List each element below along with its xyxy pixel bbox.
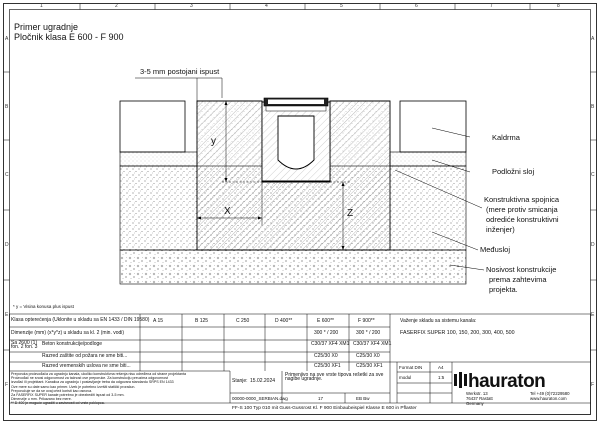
channel-profile [278,116,314,169]
note-1: Preporuka proizvođača za ugradnju kanala, ukoliko konstruktivna rešenja nisu određena od strane projektanta [11,372,187,376]
row1-e600: 300 * / 200 [314,330,339,336]
grid-col-8: 8 [557,3,560,9]
dim-y-label: y [211,136,216,147]
grid-row-f-right: F [591,382,595,388]
callout-medjusloj: Međusloj [480,245,511,254]
grid-row-a: A [5,36,9,42]
modul-value: 1:5 [438,375,445,380]
callout-kaldrma: Kaldrma [492,133,520,142]
row1-label: Dimenzije (mm) (x*y*z) u skladu sa kl. 2 (min. vodi) [11,330,125,336]
bedding-right [390,152,466,166]
class-b125: B 125 [195,318,209,324]
grid-row-a-right: A [591,36,595,42]
callout-nosivost-2: prema zahtevima [489,275,547,284]
row4-label: Razred vremenskih uslova ne sme biti... [42,363,131,369]
grid-col-6: 6 [415,3,418,9]
grid-row-e: E [5,312,9,318]
validity-title: Važenje skladu sa sistemu kanala: [400,318,477,324]
format-label: Format DIN [399,365,423,370]
grid-col-3: 3 [190,3,193,9]
paver-right [400,101,466,152]
callout-nosivost-1: Nosivost konstrukcije [486,265,557,274]
format-value: A4 [438,365,444,370]
callout-podlozni-sloj: Podložni sloj [492,167,535,176]
grid-row-d-right: D [591,242,595,248]
grid-col-2: 2 [115,3,118,9]
stanje-label: Stanje: [232,378,248,384]
row2-label: Sa 2600 (1) fon. 2 fon. 3 [11,340,38,351]
note-5: Preporučuje se da se ovaj crtež koristi kao osnova. [11,388,93,393]
file-name: 00000-0000_SERBIAN.dwg [232,396,288,401]
row4-f900: C25/30 XF1 [356,363,383,369]
address-street: Werkstr. 13 [466,391,488,396]
modul-label: modul [399,375,412,380]
grid-row-c-right: C [591,172,595,178]
note-7: Dimenzije u mm. Prikazano bez mere. [11,397,72,402]
company-web: www.hauraton.com [530,396,567,401]
class-header-label: Klasa opterećenja (Uklonite u skladu sa EN 1433 / DIN 19580) [11,317,150,323]
page-number: 17 [318,396,324,401]
row3-label: Razred zaštite od požara ne sme biti... [42,353,128,359]
grid-row-d: D [5,242,9,248]
address-country: Germany [466,401,484,406]
paver-left [120,101,185,152]
row2-f900: C30/37 XF4 XM1 [353,341,392,347]
callout-spojnica-4: inženjer) [486,225,515,234]
callout-nosivost-3: projekta. [489,285,518,294]
remark: Primenjivo na sve vrste tipova rešetki za sve nagibe ugradnje. [285,372,384,383]
class-d400: D 400** [275,318,293,324]
row3-f900: C25/30 X0 [356,353,380,359]
grid-row-b-right: B [591,104,595,110]
grid-col-4: 4 [265,3,268,9]
class-e600: E 600** [317,318,334,324]
grid-col-7: 7 [490,3,493,9]
grid-row-f: F [5,382,9,388]
row2-e600: C30/37 XF4 XM1 [311,341,350,347]
gap-note: 3-5 mm postojani ispust [140,67,220,76]
address-city: 76437 Rastatt [466,396,493,401]
note-8: ** D 400 je moguće ugraditi u zavisnosti od vrste poklopca. [11,401,105,406]
page-title: Primer ugradnje [14,22,79,32]
subgrade-layer [120,250,466,284]
grid-row-e-right: E [591,312,595,318]
grid-row-b: B [5,104,9,110]
callout-spojnica-1: Konstruktivna spojnica [484,195,560,204]
grid-col-5: 5 [340,3,343,9]
grid-row-c: C [5,172,9,178]
callout-spojnica-3: odrediće konstruktivni [486,215,559,224]
edition: EB Bw [356,396,370,401]
row4-e600: C25/30 XF1 [314,363,341,369]
brand-wordmark: hauraton [468,371,546,392]
class-a15: A 15 [153,318,164,324]
row2-sub: Beton konstrukcije/podloge [42,341,103,347]
dim-z-label: Z [347,208,354,219]
callout-spojnica-2: (mere protiv smicanja [486,205,558,214]
hauraton-logo-icon [454,372,467,388]
company-phone: Tel +49 (0)72229580 [530,391,570,396]
grid-col-1: 1 [40,3,43,9]
notes-block [11,372,227,406]
page-subtitle: Pločnik klasa E 600 - F 900 [14,32,124,42]
drawing-description: FF-S 100 Typ 010 mit Guss-Gussrost Kl. F 900 Einbaubeispiel Klasse E 600 in Pflaster [232,406,417,411]
bedding-left [120,152,197,166]
dim-x-label: X [224,206,231,217]
note-2: Proizvođač ne snosi odgovornost za tačnost ove preporuke. Za konstrukciju preuzima odgovornost [11,376,169,381]
footnote: * y = Visina konusa plus ispust [13,304,74,309]
validity-products: FASERFIX SUPER 100, 150, 200, 300, 400, 500 [400,330,515,336]
stanje-date: 15.02.2024 [250,378,276,384]
class-c250: C 250 [236,318,250,324]
class-f900: F 900** [358,318,375,324]
row3-e600: C25/30 X0 [314,353,338,359]
row1-f900: 300 * / 200 [356,330,381,336]
note-6: Za FASERFIX SUPER kanale potrebno je obezbediti ispust od 3-5 mm. [11,393,125,398]
note-4: Ove mere su date samo kao primer. Uvek je potrebno izvršiti statički proračun. [11,384,136,389]
note-3: izvođač ili projektant. Kanalica za ugradnju i postavljanje treba da odgovara standardu SRPS EN 1433 [11,380,174,385]
